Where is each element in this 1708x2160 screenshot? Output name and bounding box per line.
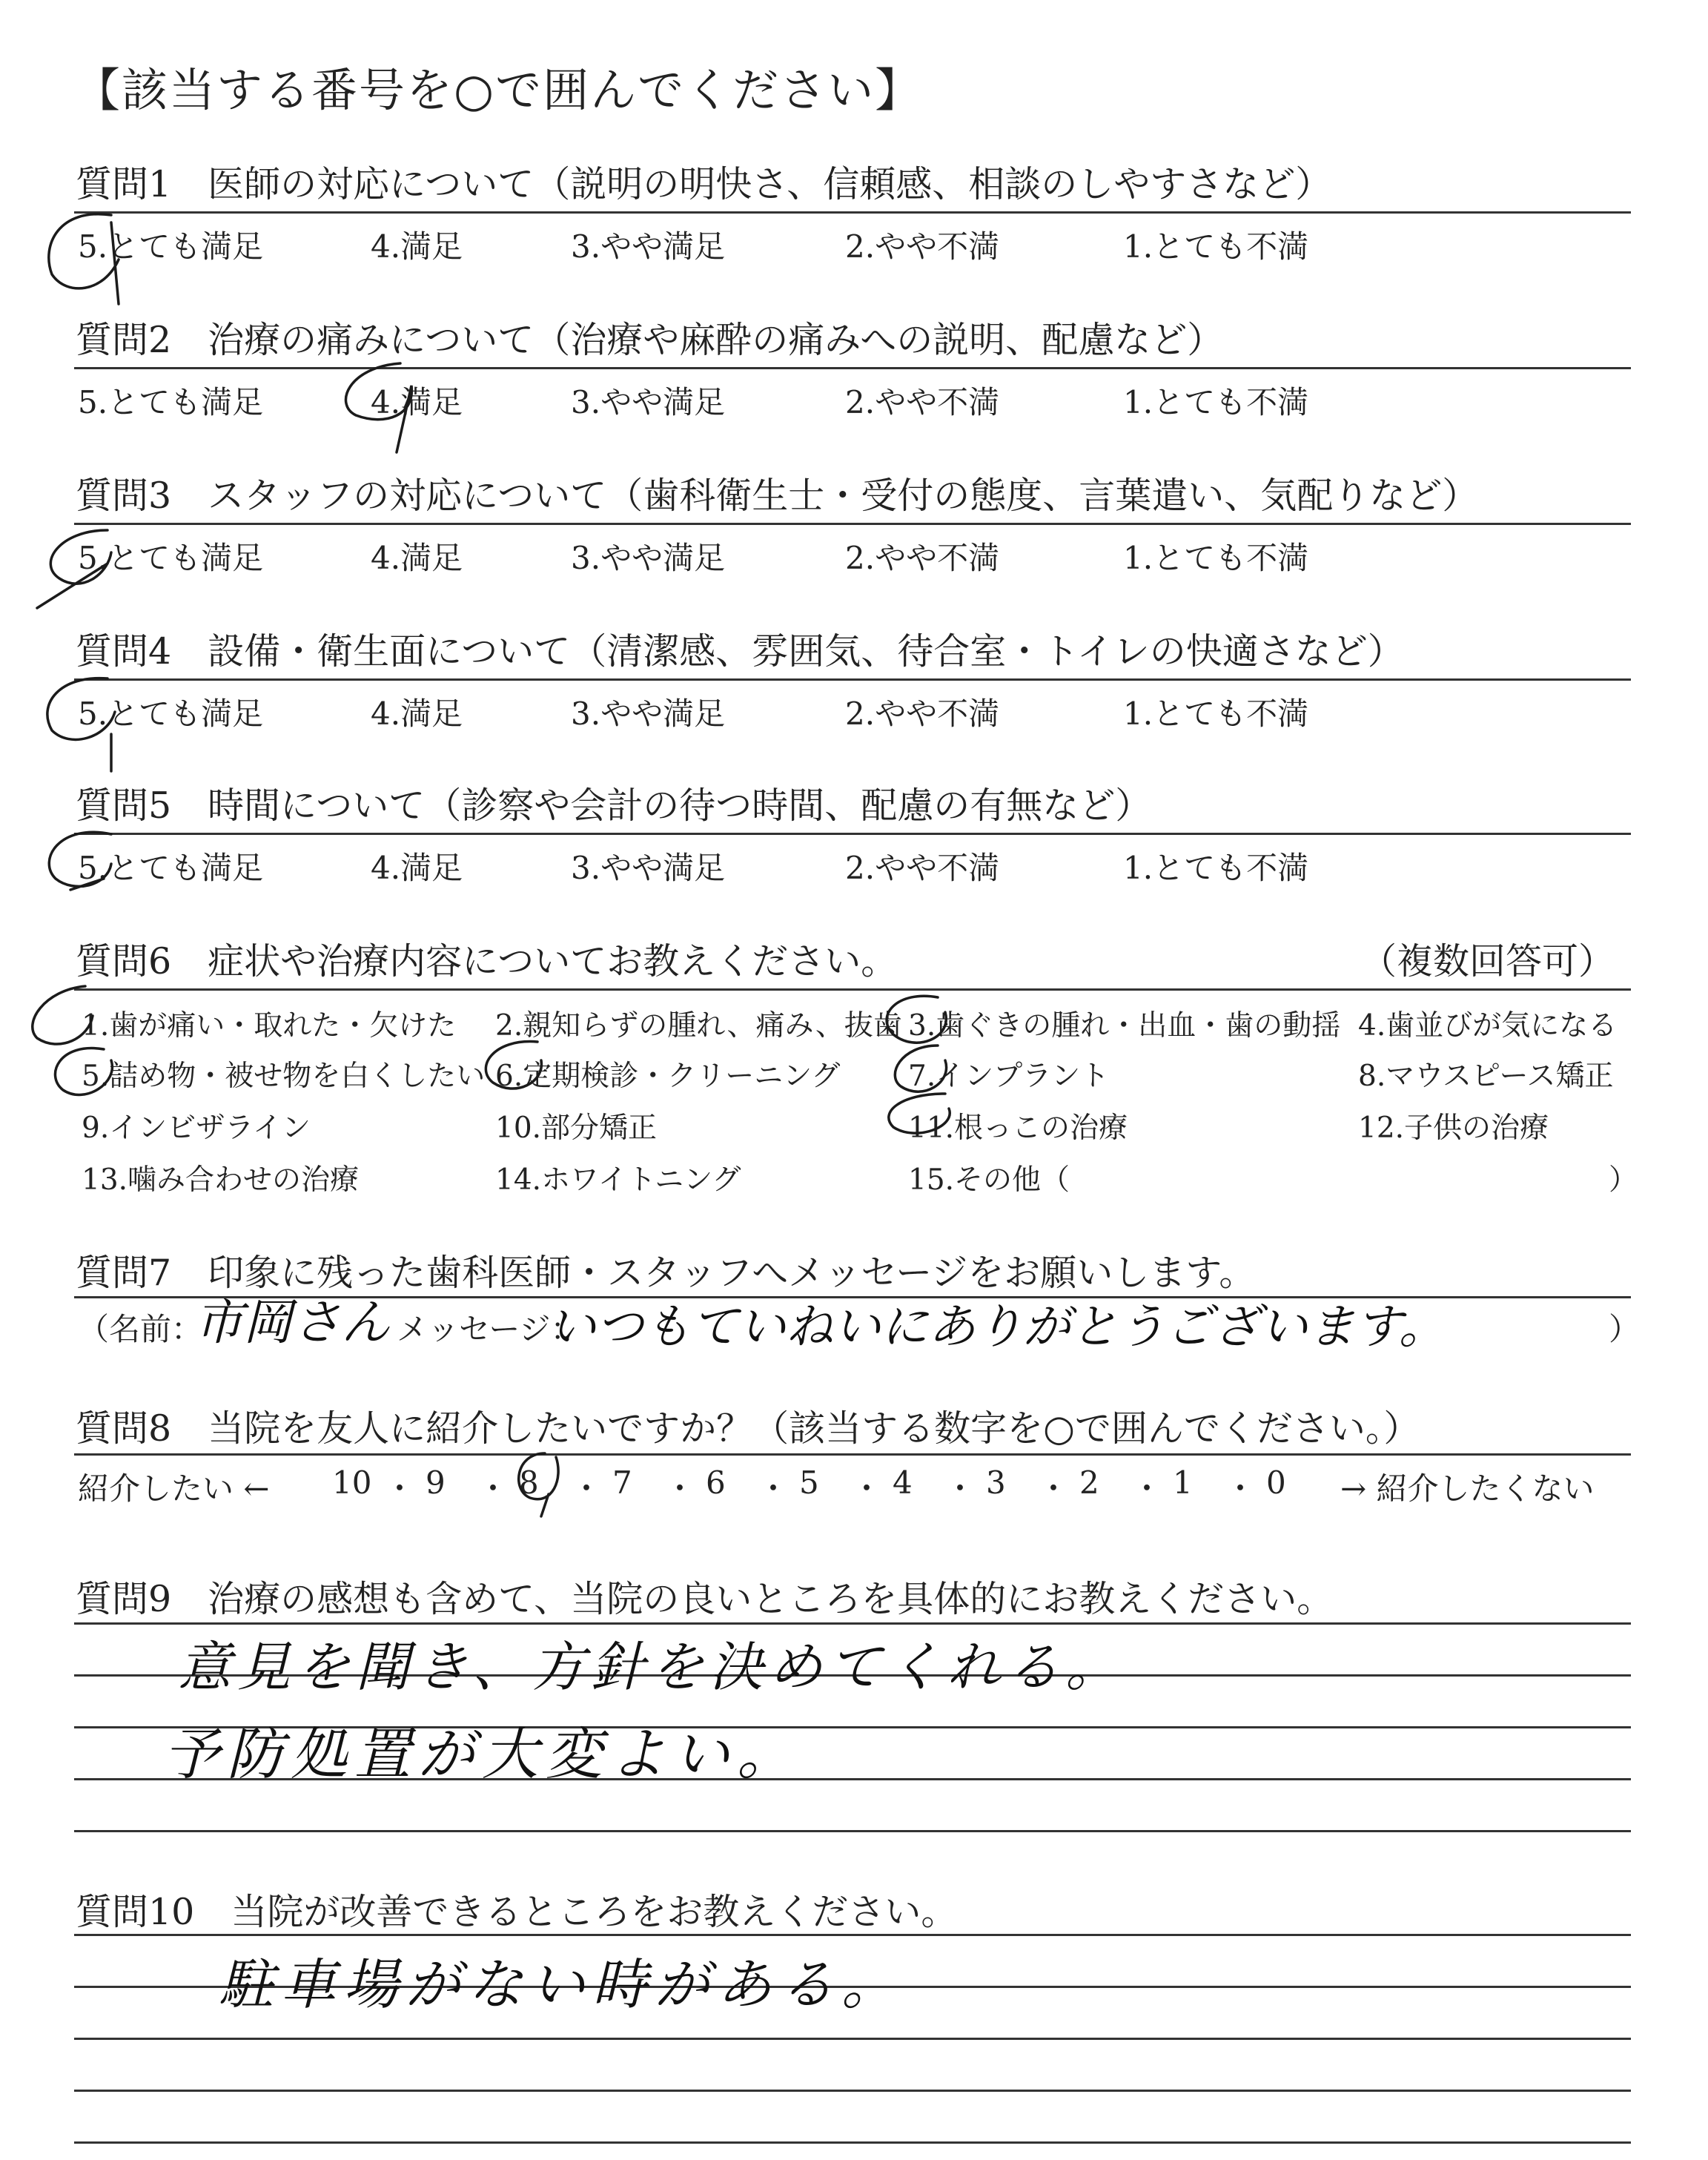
q5-option-5[interactable]: 5.とても満足	[78, 850, 264, 886]
q4-option-3[interactable]: 3.やや満足	[571, 696, 726, 732]
q5-rule	[74, 833, 1631, 835]
q7-name-label: （名前：	[78, 1311, 203, 1347]
q5-option-1[interactable]: 1.とても不満	[1123, 850, 1309, 886]
q5-option-4[interactable]: 4.満足	[371, 850, 463, 886]
q8-scale-separator: ・	[758, 1470, 790, 1507]
q7-title: 質問7 印象に残った歯科医師・スタッフへメッセージをお願いします。	[76, 1252, 1256, 1294]
q6-option-8[interactable]: 8.マウスピース矯正	[1358, 1060, 1614, 1093]
q6-option-7[interactable]: 7.インプラント	[908, 1060, 1110, 1093]
q5-option-3[interactable]: 3.やや満足	[571, 850, 726, 886]
q1-option-5[interactable]: 5.とても満足	[78, 228, 264, 265]
q6-option-14[interactable]: 14.ホワイトニング	[495, 1163, 741, 1197]
q4-option-1[interactable]: 1.とても不満	[1123, 696, 1309, 732]
q6-option-12[interactable]: 12.子供の治療	[1358, 1112, 1549, 1145]
q6-rule	[74, 988, 1631, 991]
q6-option-2[interactable]: 2.親知らずの腫れ、痛み、抜歯	[495, 1009, 902, 1043]
q8-scale-6[interactable]: 6	[706, 1464, 726, 1501]
q6-option-11[interactable]: 11.根っこの治療	[908, 1112, 1128, 1145]
q6-option-4[interactable]: 4.歯並びが気になる	[1358, 1009, 1618, 1043]
q6-option-13[interactable]: 13.噛み合わせの治療	[82, 1163, 360, 1197]
q9-answer-line-2[interactable]: 予防処置が大変よい。	[163, 1721, 801, 1787]
q3-rule	[74, 523, 1631, 525]
q6-option-15-other[interactable]: 15.その他（	[908, 1163, 1070, 1197]
q3-title: 質問3 スタッフの対応について（歯科衛生士・受付の態度、言葉遣い、気配りなど）	[76, 475, 1479, 517]
q8-title: 質問8 当院を友人に紹介したいですか？（該当する数字を○で囲んでください。）	[76, 1407, 1420, 1450]
q3-option-1[interactable]: 1.とても不満	[1123, 540, 1309, 576]
q8-scale-separator: ・	[1038, 1470, 1070, 1507]
q1-option-4[interactable]: 4.満足	[371, 228, 463, 265]
q7-message-value[interactable]: いつもていねいにありがとうございます。	[549, 1300, 1446, 1355]
q3-option-3[interactable]: 3.やや満足	[571, 540, 726, 576]
q2-option-3[interactable]: 3.やや満足	[571, 384, 726, 420]
q7-close-paren: ）	[1609, 1311, 1641, 1347]
q6-title: 質問6 症状や治療内容についてお教えください。	[76, 940, 898, 982]
q8-scale-separator: ・	[477, 1470, 509, 1507]
q10-rule-5	[74, 2141, 1631, 2144]
q6-option-3[interactable]: 3.歯ぐきの腫れ・出血・歯の動揺	[908, 1009, 1341, 1043]
q2-option-1[interactable]: 1.とても不満	[1123, 384, 1309, 420]
q10-title: 質問10 当院が改善できるところをお教えください。	[76, 1891, 958, 1933]
q2-title: 質問2 治療の痛みについて（治療や麻酔の痛みへの説明、配慮など）	[76, 319, 1224, 361]
q10-rule-4	[74, 2090, 1631, 2092]
q3-option-2[interactable]: 2.やや不満	[845, 540, 1000, 576]
q6-option-10[interactable]: 10.部分矯正	[495, 1112, 658, 1145]
q8-rule	[74, 1453, 1631, 1456]
q8-left-label: 紹介したい ←	[78, 1470, 270, 1507]
q6-option-5[interactable]: 5.詰め物・被せ物を白くしたい	[82, 1060, 486, 1093]
q7-message-label: メッセージ：	[397, 1311, 582, 1347]
q3-option-5[interactable]: 5.とても満足	[78, 540, 264, 576]
q6-option-6[interactable]: 6.定期検診・クリーニング	[495, 1060, 841, 1093]
q7-name-value[interactable]: 市岡さん	[194, 1294, 390, 1351]
q6-note: （複数回答可）	[1360, 940, 1615, 982]
q8-scale-separator: ・	[664, 1470, 696, 1507]
q6-option-9[interactable]: 9.インビザライン	[82, 1112, 311, 1145]
q6-other-close-paren: ）	[1609, 1163, 1638, 1197]
q2-option-2[interactable]: 2.やや不満	[845, 384, 1000, 420]
q10-answer-line-1[interactable]: 駐車場がない時がある。	[219, 1953, 904, 2017]
q8-scale-separator: ・	[944, 1470, 976, 1507]
q9-title: 質問9 治療の感想も含めて、当院の良いところを具体的にお教えください。	[76, 1578, 1334, 1620]
q8-scale-separator: ・	[851, 1470, 883, 1507]
q1-title: 質問1 医師の対応について（説明の明快さ、信頼感、相談のしやすさなど）	[76, 163, 1332, 205]
q3-option-4[interactable]: 4.満足	[371, 540, 463, 576]
q2-option-5[interactable]: 5.とても満足	[78, 384, 264, 420]
q8-scale-10[interactable]: 10	[332, 1464, 372, 1501]
q2-rule	[74, 367, 1631, 369]
q8-scale-separator: ・	[1225, 1470, 1257, 1507]
q8-scale-9[interactable]: 9	[426, 1464, 446, 1501]
q8-scale-2[interactable]: 2	[1079, 1464, 1099, 1501]
q2-option-4[interactable]: 4.満足	[371, 384, 463, 420]
q8-scale-separator: ・	[1131, 1470, 1163, 1507]
q9-answer-line-1[interactable]: 意見を聞き、方針を決めてくれる。	[178, 1636, 1125, 1698]
q8-scale-separator: ・	[384, 1470, 416, 1507]
q5-title: 質問5 時間について（診察や会計の待つ時間、配慮の有無など）	[76, 785, 1152, 827]
q8-scale-5[interactable]: 5	[799, 1464, 819, 1501]
q8-scale-0[interactable]: 0	[1266, 1464, 1286, 1501]
q8-scale-8[interactable]: 8	[519, 1464, 539, 1501]
q6-option-1[interactable]: 1.歯が痛い・取れた・欠けた	[82, 1009, 457, 1043]
q9-rule-5	[74, 1830, 1631, 1832]
q1-rule	[74, 211, 1631, 214]
q8-scale-4[interactable]: 4	[893, 1464, 913, 1501]
q4-option-5[interactable]: 5.とても満足	[78, 696, 264, 732]
q4-rule	[74, 678, 1631, 681]
q5-option-2[interactable]: 2.やや不満	[845, 850, 1000, 886]
q8-scale-7[interactable]: 7	[612, 1464, 632, 1501]
page-header: 【該当する番号を○で囲んでください】	[74, 63, 923, 117]
q8-scale-3[interactable]: 3	[986, 1464, 1006, 1501]
q4-title: 質問4 設備・衛生面について（清潔感、雰囲気、待合室・トイレの快適さなど）	[76, 630, 1404, 673]
q4-option-2[interactable]: 2.やや不満	[845, 696, 1000, 732]
q4-option-4[interactable]: 4.満足	[371, 696, 463, 732]
q10-rule-1	[74, 1934, 1631, 1936]
q8-scale-separator: ・	[571, 1470, 603, 1507]
q8-scale-1[interactable]: 1	[1173, 1464, 1193, 1501]
q1-option-3[interactable]: 3.やや満足	[571, 228, 726, 265]
q8-right-label: → 紹介したくない	[1340, 1470, 1595, 1507]
q1-option-2[interactable]: 2.やや不満	[845, 228, 1000, 265]
q1-option-1[interactable]: 1.とても不満	[1123, 228, 1309, 265]
q10-rule-3	[74, 2038, 1631, 2040]
